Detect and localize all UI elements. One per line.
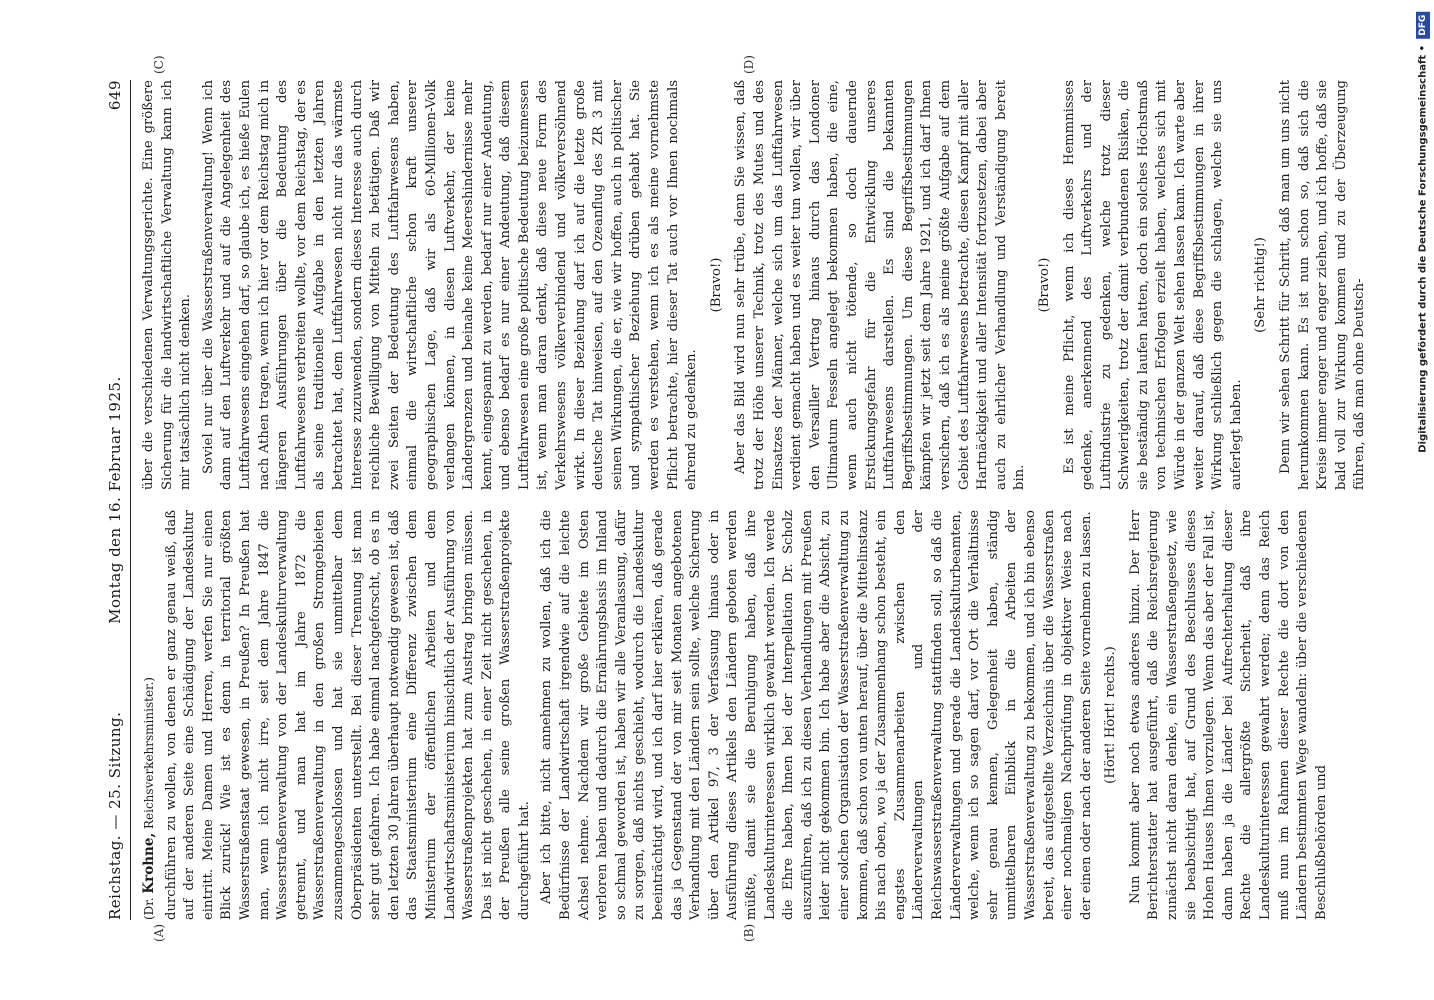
paragraph: Es ist meine Pflicht, wenn ich dieses Hemmnisses gedenke, anerkennend des Luftverkehrs und der Luftindustrie zu gedenken, welche trotz dieser Schwierigkeiten, trotz der damit verbundenen Risiken, die sie beständig zu laufen hatten, doch ein solches Höchstmaß von technischen Erfolgen erzielt haben, welches sich mit Würde in der ganzen Welt sehen lassen kann. Ich warte aber weiter darauf, daß diese Begriffsbestimmungen in ihrer Wirkung schließlich gegen die schlagen, welche sie uns auferlegt haben. [1061,80,1244,490]
paragraph: über die verschiedenen Verwaltungsgerichte. Eine größere Sicherung für die landwirtschaftliche Verwaltung kann ich mir tatsächlich nicht denken. [141,80,194,490]
speaker-prefix: (Dr. [142,897,156,920]
margin-marker-d: (D) [742,55,756,74]
paragraph: durchführen zu wollen, von denen er ganz genau weiß, daß auf der anderen Seite eine Schädigung der Landeskultur eintritt. Meine Damen und Herren, werfen Sie nur einen Blick zurück! Wie ist es denn in territorial größten Wasserstraßenstaat gewesen, in Preußen? In Preußen hat man, wenn ich nicht irre, seit dem Jahre 1847 die Wasserstraßenverwaltung von der Landeskulturverwaltung getrennt, und man hat im Jahre 1872 die Wasserstraßenverwaltung in den großen Stromgebieten zusammengeschlossen und hat sie unmittelbar dem Oberpräsidenten unterstellt. Bei dieser Trennung ist man sehr gut gefahren. Ich habe einmal nachgeforscht, ob es in den letzten 30 Jahren überhaupt notwendig gewesen ist, daß das Staatsministerium eine Differenz zwischen dem Ministerium der öffentlichen Arbeiten und dem Landwirtschaftsministerium hinsichtlich der Ausführung von Wasserstraßenprojekten hat zum Austrag bringen müssen. Das ist nicht geschehen, in einer Zeit nicht geschehen, in der Preußen alle seine großen Wasserstraßenprojekte durchgeführt hat. [163,510,532,920]
page-header [106,80,131,920]
interjection: (Bravo!) [1036,257,1052,313]
speaker-line [140,510,159,920]
credit-text: Digitalisierung gefördert durch die Deutsche Forschungsgemeinschaft • [1417,45,1429,453]
margin-marker-a: (A) [152,923,166,942]
right-column [140,80,1374,490]
dfg-logo: DFG [1416,12,1430,39]
interjection: (Bravo!) [708,257,724,313]
margin-marker-c: (C) [152,55,166,74]
page-number: 649 [106,80,124,111]
speaker-name: Krohne, [141,832,157,894]
margin-marker-b: (B) [742,923,756,942]
left-column [140,510,1335,920]
speaker-role: Reichsverkehrsminister.) [142,677,156,830]
paragraph: Soviel nur über die Wasserstraßenverwaltung! Wenn ich dann auf den Luftverkehr und auf die Angelegenheit des Luftfahrwesens eingehen darf, so glaube ich, es hieße Eulen nach Athen tragen, wenn ich hier vor dem Reichstag mich in längeren Ausführungen über die Bedeutung des Luftfahrwesens verbreiten wollte, vor dem Reichstag, der es als seine traditionelle Aufgabe in den letzten Jahren betrachtet hat, dem Luftfahrwesen nicht nur das wärmste Interesse zuzuwenden, sondern dieses Interesse auch durch reichliche Bewilligung von Mitteln zu betätigen. Daß wir zwei Seiten der Bedeutung des Luftfahrwesens haben, einmal die wirtschaftliche schon kraft unserer geographischen Lage, daß wir als 60-Millionen-Volk verlangen können, in diesen Luftverkehr, der keine Ländergrenzen und beinahe keine Meereshindernisse mehr kennt, eingespannt zu werden, bedarf nur einer Andeutung, und ebenso bedarf es nur einer Andeutung, daß diesem Luftfahrwesen eine große politische Bedeutung beizumessen ist, wenn man daran denkt, daß diese neue Form des Verkehrswesens völkerverbindend und völkerversöhnend wirkt. In dieser Beziehung darf ich auf die letzte große deutsche Tat hinweisen, auf den Ozeanflug des ZR 3 mit seinen Wirkungen, die er, wie wir hoffen, auch in politischer und sympathischer Beziehung drüben gehabt hat. Sie werden es verstehen, wenn ich es als meine vornehmste Pflicht betrachte, hier dieser Tat auch vor Ihnen nochmals ehrend zu gedenken. [200,80,700,490]
paragraph: Nun kommt aber noch etwas anderes hinzu. Der Herr Berichterstatter hat ausgeführt, daß die Reichsregierung zunächst nicht daran denke, ein Wasserstraßengesetz, wie sie beabsichtigt hat, auf Grund des Beschlusses dieses Hohen Hauses Ihnen vorzulegen. Wenn das aber der Fall ist, dann haben ja die Länder bei Aufrechterhaltung dieser Rechte die allergrößte Sicherheit, daß ihre Landeskulturinteressen gewahrt werden; denn das Reich muß nun im Rahmen dieser Rechte die dort von den Ländern bestimmten Wege wandeln: über die verschiedenen Beschlußbehörden und [1127,510,1329,920]
header-date: Montag den 16. Februar 1925. [106,376,124,624]
header-session: Reichstag. — 25. Sitzung. [106,711,124,920]
interjection: (Hört! Hört! rechts.) [1103,646,1119,784]
interjection: (Sehr richtig!) [1253,237,1269,333]
document-page [100,50,1368,950]
digitization-credit [1416,12,1430,453]
paragraph: Aber ich bitte, nicht annehmen zu wollen, daß ich die Bedürfnisse der Landwirtschaft irgendwie auf die leichte Achsel nehme. Nachdem wir große Gebiete im Osten verloren haben und dadurch die Ernährungsbasis im Inland so schmal geworden ist, haben wir alle Veranlassung, dafür zu sorgen, daß nichts geschieht, wodurch die Landeskultur beeinträchtigt wird, und ich darf hier erklären, daß gerade das ja Gegenstand der von mir seit Monaten angebotenen Verhandlung mit den Ländern sein sollte, welche Sicherung über den Artikel 97, 3 der Verfassung hinaus oder in Ausführung dieses Artikels den Ländern geboten werden müßte, damit sie die Beruhigung haben, daß ihre Landeskulturinteressen wirklich gewahrt werden. Ich werde die Ehre haben, Ihnen bei der Interpellation Dr. Scholz auszuführen, daß ich zu diesen Verhandlungen mit Preußen leider nicht gekommen bin. Ich habe aber die Absicht, zu einer solchen Organisation der Wasserstraßenverwaltung zu kommen, daß schon von unten herauf, über die Mittelinstanz bis nach oben, wo ja der Zusammenhang schon besteht, ein engstes Zusammenarbeiten zwischen den Länderverwaltungen und der Reichswasserstraßenverwaltung stattfinden soll, so daß die Länderverwaltungen und gerade die Landeskulturbeamten, welche, wenn ich so sagen darf, vor Ort die Verhältnisse sehr genau kennen, Gelegenheit haben, ständig unmittelbaren Einblick in die Arbeiten der Wasserstraßenverwaltung zu bekommen, und ich bin ebenso bereit, das aufgestellte Verzeichnis über die Wasserstraßen einer nochmaligen Nachprüfung in objektiver Weise nach der einen oder nach der anderen Seite vornehmen zu lassen. [539,510,1094,920]
paragraph: Aber das Bild wird nun sehr trübe, denn Sie wissen, daß trotz der Höhe unserer Technik, trotz des Mutes und des Einsatzes der Männer, welche sich um das Luftfahrwesen verdient gemacht haben und es weiter tun wollen, wir über den Versailler Vertrag hinaus durch das Londoner Ultimatum Fesseln angelegt bekommen haben, die eine, wenn auch nicht tötende, so doch dauernde Erstickungsgefahr für die Entwicklung unseres Luftfahrwesens darstellen. Es sind die bekannten Begriffsbestimmungen. Um diese Begriffsbestimmungen kämpfen wir jetzt seit dem Jahre 1921, und ich darf Ihnen versichern, daß ich es als meine größte Aufgabe auf dem Gebiet des Luftfahrwesens betrachte, diesen Kampf mit aller Hartnäckigkeit und aller Intensität fortzusetzen, dabei aber auch zu ehrlicher Verhandlung und Verständigung bereit bin. [733,80,1028,490]
paragraph: Denn wir sehen Schritt für Schritt, daß man um uns nicht herumkommen kann. Es ist nun schon so, daß sich die Kreise immer enger und enger ziehen, und ich hoffe, daß sie bald voll zur Wirkung kommen und zu der Überzeugung führen, daß man ohne Deutsch- [1278,80,1368,490]
